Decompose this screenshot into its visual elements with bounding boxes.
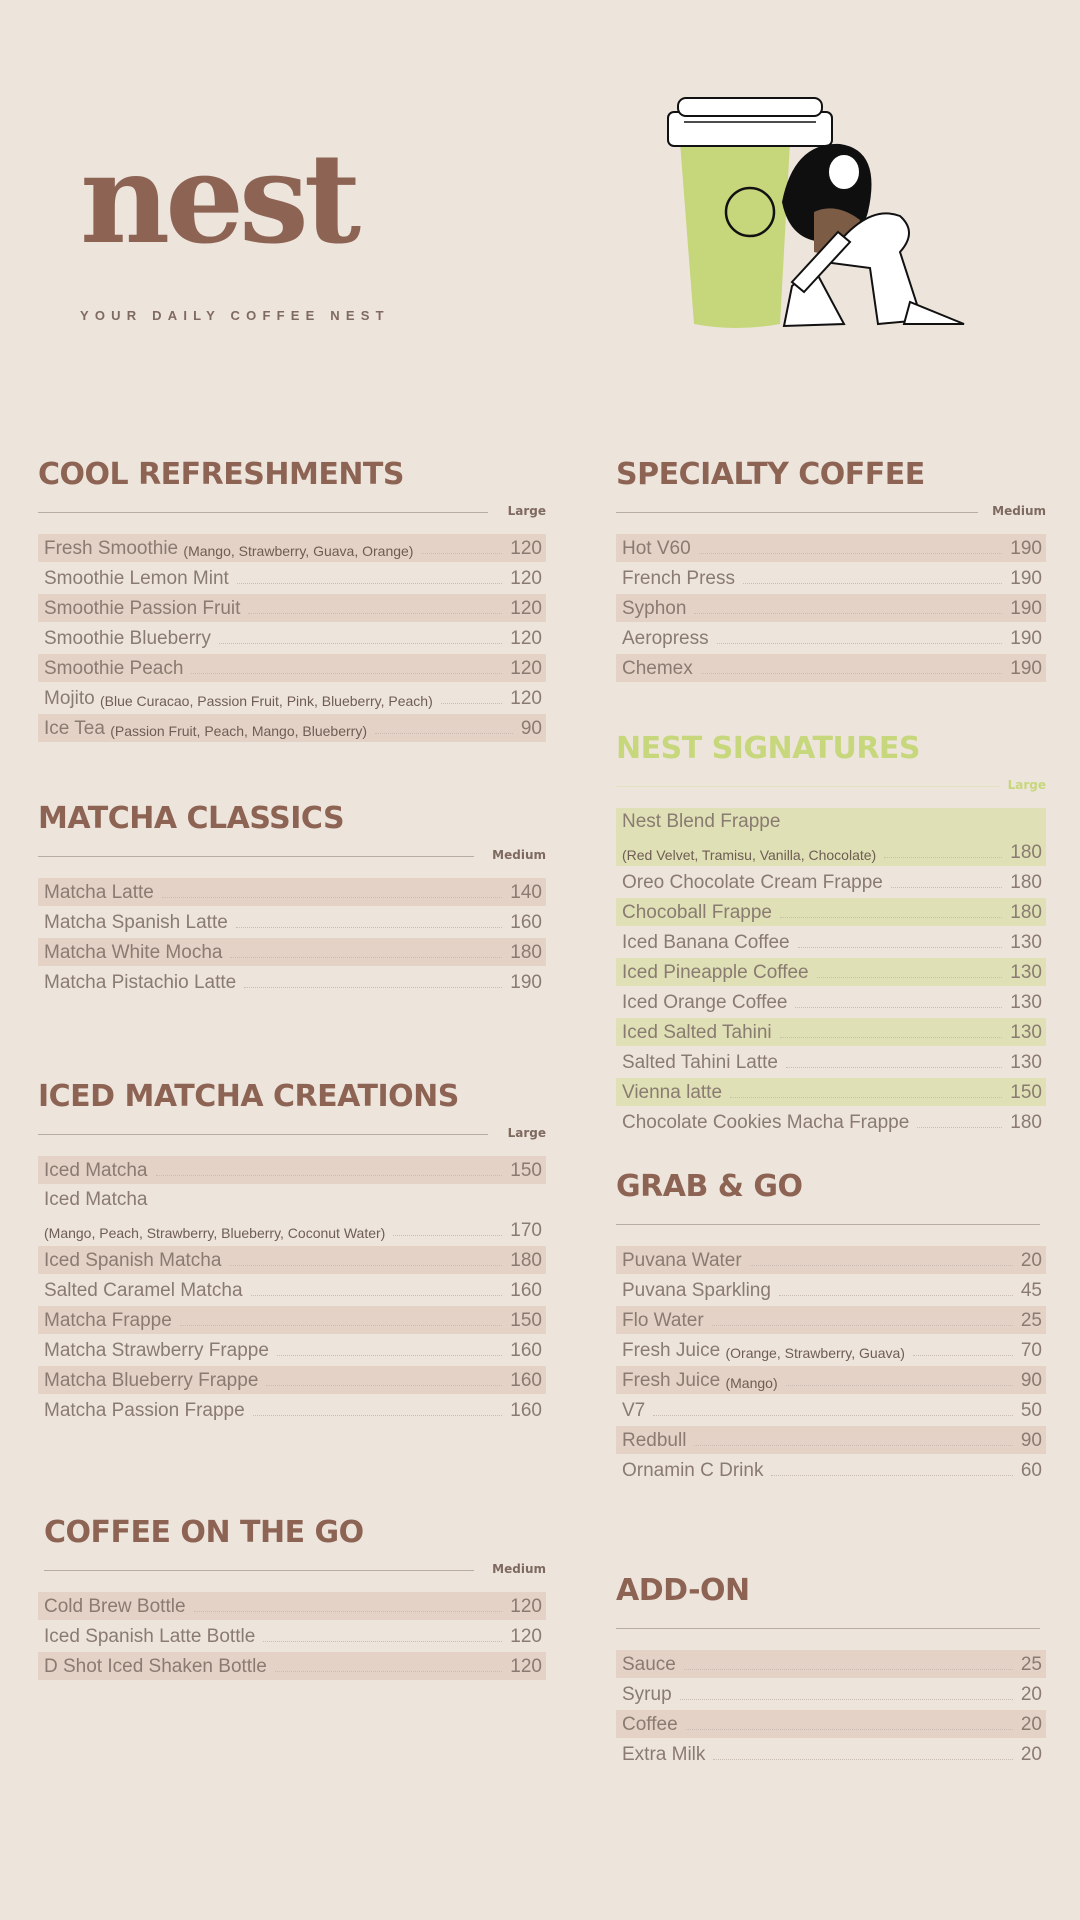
- menu-item: Matcha Latte 140: [38, 878, 546, 906]
- menu-item: Iced Orange Coffee 130: [622, 992, 1042, 1013]
- menu-item: Extra Milk 20: [622, 1744, 1042, 1765]
- section-add-on: [616, 1573, 1046, 1770]
- menu-item: Smoothie Lemon Mint 120: [44, 568, 542, 589]
- menu-item: Iced Banana Coffee 130: [622, 932, 1042, 953]
- menu-item: Smoothie Peach 120: [38, 654, 546, 682]
- menu-item: Iced Salted Tahini 130: [616, 1018, 1046, 1046]
- menu-item: Iced Matcha 150: [38, 1156, 546, 1184]
- menu-item: Flo Water 25: [616, 1306, 1046, 1334]
- menu-item: Iced Spanish Latte Bottle 120: [44, 1626, 542, 1647]
- section-nest-signatures: [616, 731, 1046, 1138]
- section-title: SPECIALTY COFFEE: [616, 457, 925, 492]
- logo: nest: [80, 127, 357, 272]
- menu-item: Mojito (Blue Curacao, Passion Fruit, Pink, Blueberry, Peach) 120: [44, 688, 542, 709]
- menu-item: Puvana Water 20: [616, 1246, 1046, 1274]
- menu-item: French Press 190: [622, 568, 1042, 589]
- menu-item: Sauce 25: [616, 1650, 1046, 1678]
- section-cool-refreshments: [38, 457, 546, 744]
- section-iced-matcha-creations: [38, 1079, 546, 1426]
- menu-item: Matcha White Mocha 180: [38, 938, 546, 966]
- menu-item: Chemex 190: [616, 654, 1046, 682]
- size-label: Large: [507, 1126, 546, 1140]
- menu-item: Redbull 90: [616, 1426, 1046, 1454]
- menu-item: Aeropress 190: [622, 628, 1042, 649]
- menu-item: Ice Tea (Passion Fruit, Peach, Mango, Blueberry) 90: [38, 714, 546, 742]
- section-title: NEST SIGNATURES: [616, 731, 921, 766]
- menu-item: Puvana Sparkling 45: [622, 1280, 1042, 1301]
- menu-item: Smoothie Passion Fruit 120: [38, 594, 546, 622]
- size-label: Large: [507, 504, 546, 518]
- section-specialty-coffee: [616, 457, 1046, 684]
- section-title: COOL REFRESHMENTS: [38, 457, 405, 492]
- menu-item: Matcha Spanish Latte 160: [44, 912, 542, 933]
- section-title: COFFEE ON THE GO: [44, 1515, 364, 1550]
- menu-item: Iced Matcha (Mango, Peach, Strawberry, Blueberry, Coconut Water) 170: [44, 1189, 542, 1241]
- menu-item: Matcha Passion Frappe 160: [44, 1400, 542, 1421]
- menu-item: Matcha Pistachio Latte 190: [44, 972, 542, 993]
- menu-item: Syrup 20: [622, 1684, 1042, 1705]
- menu-item: Salted Caramel Matcha 160: [44, 1280, 542, 1301]
- menu-item: Fresh Smoothie (Mango, Strawberry, Guava, Orange) 120: [38, 534, 546, 562]
- size-label: Medium: [492, 848, 546, 862]
- menu-item: Chocolate Cookies Macha Frappe 180: [622, 1112, 1042, 1133]
- tagline: YOUR DAILY COFFEE NEST: [80, 308, 390, 323]
- menu-item: Vienna latte 150: [616, 1078, 1046, 1106]
- menu-item: Fresh Juice (Orange, Strawberry, Guava) 70: [622, 1340, 1042, 1361]
- menu-item: Salted Tahini Latte 130: [622, 1052, 1042, 1073]
- size-label: Large: [1007, 778, 1046, 792]
- menu-item: Ornamin C Drink 60: [622, 1460, 1042, 1481]
- menu-item: Cold Brew Bottle 120: [38, 1592, 546, 1620]
- section-matcha-classics: [38, 801, 546, 998]
- menu-item: Fresh Juice (Mango) 90: [616, 1366, 1046, 1394]
- size-label: Medium: [992, 504, 1046, 518]
- section-title: ICED MATCHA CREATIONS: [38, 1079, 459, 1114]
- section-title: ADD-ON: [616, 1573, 750, 1608]
- menu-item: Hot V60 190: [616, 534, 1046, 562]
- menu-item: Matcha Strawberry Frappe 160: [44, 1340, 542, 1361]
- menu-item: Matcha Frappe 150: [38, 1306, 546, 1334]
- section-grab-and-go: [616, 1169, 1046, 1486]
- menu-item: Oreo Chocolate Cream Frappe 180: [622, 872, 1042, 893]
- section-title: GRAB & GO: [616, 1169, 803, 1204]
- menu-item: Iced Pineapple Coffee 130: [616, 958, 1046, 986]
- menu-item: V7 50: [622, 1400, 1042, 1421]
- section-title: MATCHA CLASSICS: [38, 801, 345, 836]
- menu-item: Matcha Blueberry Frappe 160: [38, 1366, 546, 1394]
- menu-item: Chocoball Frappe 180: [616, 898, 1046, 926]
- menu-item: Nest Blend Frappe (Red Velvet, Tramisu, Vanilla, Chocolate) 180: [616, 808, 1046, 866]
- menu-item: Iced Spanish Matcha 180: [38, 1246, 546, 1274]
- menu-item: Syphon 190: [616, 594, 1046, 622]
- coffee-cup-illustration-icon: [664, 92, 980, 332]
- menu-item: Coffee 20: [616, 1710, 1046, 1738]
- size-label: Medium: [492, 1562, 546, 1576]
- menu-item: Smoothie Blueberry 120: [44, 628, 542, 649]
- menu-item: D Shot Iced Shaken Bottle 120: [38, 1652, 546, 1680]
- section-coffee-on-the-go: [38, 1515, 546, 1682]
